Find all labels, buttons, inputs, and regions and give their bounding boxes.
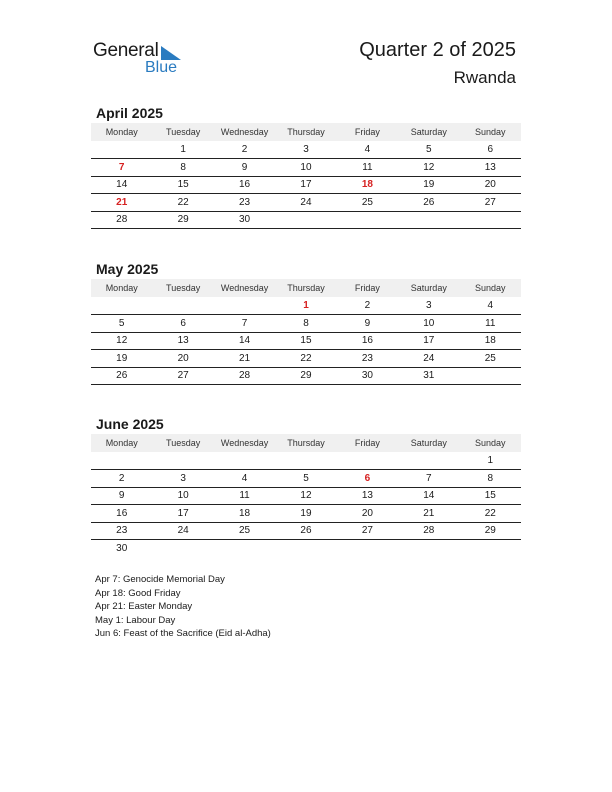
day-cell: 16 — [91, 505, 152, 523]
day-cell: 1 — [275, 297, 336, 315]
day-cell: 29 — [152, 211, 213, 229]
weekday-header: Thursday — [275, 434, 336, 452]
day-cell: 29 — [460, 522, 521, 540]
day-cell: 21 — [398, 505, 459, 523]
day-cell: 4 — [337, 141, 398, 159]
day-cell: 11 — [460, 315, 521, 333]
page-title: Quarter 2 of 2025 — [359, 39, 516, 61]
empty-day-cell — [275, 540, 336, 558]
day-cell: 5 — [91, 315, 152, 333]
weekday-header: Monday — [91, 123, 152, 141]
day-cell: 11 — [214, 487, 275, 505]
empty-day-cell — [337, 540, 398, 558]
weekday-header: Thursday — [275, 123, 336, 141]
day-cell: 13 — [460, 159, 521, 177]
month-title: April 2025 — [96, 105, 163, 121]
weekday-header: Monday — [91, 279, 152, 297]
holiday-note: Jun 6: Feast of the Sacrifice (Eid al-Adha) — [95, 628, 271, 640]
month-title: June 2025 — [96, 416, 164, 432]
holiday-notes — [95, 573, 271, 641]
day-cell: 7 — [91, 159, 152, 177]
weekday-header: Wednesday — [214, 434, 275, 452]
empty-day-cell — [398, 452, 459, 470]
day-cell: 9 — [214, 159, 275, 177]
day-cell: 12 — [398, 159, 459, 177]
week-row — [91, 315, 521, 333]
holiday-note: Apr 7: Genocide Memorial Day — [95, 574, 225, 585]
day-cell: 9 — [91, 487, 152, 505]
day-cell: 22 — [152, 194, 213, 212]
day-cell: 29 — [275, 367, 336, 385]
calendar-grid — [91, 434, 521, 557]
day-cell: 20 — [337, 505, 398, 523]
day-cell: 23 — [91, 522, 152, 540]
weekday-header: Sunday — [460, 123, 521, 141]
day-cell: 17 — [398, 332, 459, 350]
month-april — [91, 103, 521, 229]
calendar-grid — [91, 279, 521, 385]
week-row — [91, 367, 521, 385]
day-cell: 2 — [337, 297, 398, 315]
day-cell: 24 — [398, 350, 459, 368]
day-cell: 9 — [337, 315, 398, 333]
day-cell: 7 — [214, 315, 275, 333]
day-cell: 18 — [214, 505, 275, 523]
week-row — [91, 194, 521, 212]
day-cell: 20 — [152, 350, 213, 368]
empty-day-cell — [460, 211, 521, 229]
day-cell: 5 — [275, 470, 336, 488]
week-row — [91, 350, 521, 368]
empty-day-cell — [398, 211, 459, 229]
day-cell: 8 — [460, 470, 521, 488]
day-cell: 25 — [460, 350, 521, 368]
month-june — [91, 414, 521, 557]
day-cell: 15 — [152, 176, 213, 194]
empty-day-cell — [91, 452, 152, 470]
calendar-grid — [91, 123, 521, 229]
day-cell: 27 — [337, 522, 398, 540]
empty-day-cell — [152, 540, 213, 558]
day-cell: 19 — [91, 350, 152, 368]
logo-word-general: General — [93, 40, 159, 61]
weekday-header: Tuesday — [152, 123, 213, 141]
day-cell: 28 — [398, 522, 459, 540]
weekday-header: Saturday — [398, 434, 459, 452]
day-cell: 28 — [91, 211, 152, 229]
day-cell: 14 — [398, 487, 459, 505]
week-row — [91, 159, 521, 177]
weekday-header: Monday — [91, 434, 152, 452]
day-cell: 19 — [398, 176, 459, 194]
empty-day-cell — [91, 297, 152, 315]
day-cell: 1 — [152, 141, 213, 159]
day-cell: 12 — [275, 487, 336, 505]
day-cell: 23 — [337, 350, 398, 368]
weekday-header: Friday — [337, 279, 398, 297]
day-cell: 15 — [460, 487, 521, 505]
empty-day-cell — [214, 297, 275, 315]
day-cell: 8 — [152, 159, 213, 177]
empty-day-cell — [152, 452, 213, 470]
day-cell: 17 — [152, 505, 213, 523]
day-cell: 8 — [275, 315, 336, 333]
day-cell: 30 — [116, 543, 128, 554]
day-cell: 30 — [214, 211, 275, 229]
logo-triangle-icon — [161, 46, 181, 60]
week-row — [91, 470, 521, 488]
day-cell: 28 — [214, 367, 275, 385]
day-cell: 15 — [275, 332, 336, 350]
week-row — [91, 176, 521, 194]
empty-day-cell — [337, 452, 398, 470]
empty-day-cell — [275, 452, 336, 470]
empty-day-cell — [398, 540, 459, 558]
weekday-header: Wednesday — [214, 279, 275, 297]
day-cell: 18 — [460, 332, 521, 350]
day-cell: 13 — [152, 332, 213, 350]
day-cell: 4 — [214, 470, 275, 488]
week-row — [91, 141, 521, 159]
empty-day-cell — [275, 211, 336, 229]
day-cell: 13 — [337, 487, 398, 505]
day-cell: 3 — [275, 141, 336, 159]
day-cell: 7 — [398, 470, 459, 488]
weekday-header: Friday — [337, 123, 398, 141]
week-row — [91, 487, 521, 505]
day-cell: 26 — [275, 522, 336, 540]
day-cell: 14 — [91, 176, 152, 194]
holiday-note: Apr 18: Good Friday — [95, 587, 181, 599]
empty-day-cell — [460, 367, 521, 385]
day-cell: 22 — [275, 350, 336, 368]
day-cell: 16 — [337, 332, 398, 350]
day-cell: 20 — [460, 176, 521, 194]
week-row — [91, 297, 521, 315]
holiday-note: Apr 21: Easter Monday — [95, 601, 193, 613]
day-cell: 4 — [460, 297, 521, 315]
day-cell: 10 — [275, 159, 336, 177]
day-cell: 27 — [152, 367, 213, 385]
day-cell: 6 — [152, 315, 213, 333]
day-cell: 17 — [275, 176, 336, 194]
weekday-header: Saturday — [398, 279, 459, 297]
day-cell: 24 — [152, 522, 213, 540]
day-cell: 25 — [214, 522, 275, 540]
day-cell: 19 — [275, 505, 336, 523]
weekday-header: Saturday — [398, 123, 459, 141]
day-cell: 3 — [152, 470, 213, 488]
day-cell: 2 — [91, 470, 152, 488]
month-title: May 2025 — [96, 261, 159, 277]
empty-day-cell — [214, 452, 275, 470]
weekday-header: Sunday — [460, 279, 521, 297]
day-cell: 3 — [398, 297, 459, 315]
day-cell: 24 — [275, 194, 336, 212]
week-row — [91, 211, 521, 229]
country-name: Rwanda — [453, 68, 516, 87]
weekday-header: Wednesday — [214, 123, 275, 141]
week-row — [91, 540, 521, 558]
day-cell: 30 — [337, 367, 398, 385]
week-row — [91, 332, 521, 350]
empty-day-cell — [152, 297, 213, 315]
logo-word-blue: Blue — [145, 59, 178, 76]
empty-day-cell — [337, 211, 398, 229]
day-cell: 10 — [152, 487, 213, 505]
empty-day-cell — [91, 141, 152, 159]
empty-day-cell — [460, 540, 521, 558]
day-cell: 26 — [398, 194, 459, 212]
day-cell: 16 — [214, 176, 275, 194]
day-cell: 26 — [91, 367, 152, 385]
holiday-note: May 1: Labour Day — [95, 614, 176, 626]
day-cell: 2 — [214, 141, 275, 159]
brand-logo — [93, 40, 193, 80]
day-cell: 1 — [460, 452, 521, 470]
day-cell: 12 — [91, 332, 152, 350]
month-may — [91, 259, 521, 385]
day-cell: 10 — [398, 315, 459, 333]
day-cell: 27 — [460, 194, 521, 212]
week-row — [91, 522, 521, 540]
day-cell: 5 — [398, 141, 459, 159]
day-cell: 21 — [91, 194, 152, 212]
day-cell: 11 — [337, 159, 398, 177]
day-cell: 18 — [337, 176, 398, 194]
weekday-header: Tuesday — [152, 434, 213, 452]
day-cell: 21 — [214, 350, 275, 368]
week-row — [91, 505, 521, 523]
weekday-header: Tuesday — [152, 279, 213, 297]
empty-day-cell — [214, 540, 275, 558]
day-cell: 25 — [337, 194, 398, 212]
weekday-header: Sunday — [460, 434, 521, 452]
day-cell: 6 — [337, 470, 398, 488]
day-cell: 14 — [214, 332, 275, 350]
day-cell: 23 — [214, 194, 275, 212]
day-cell: 22 — [460, 505, 521, 523]
day-cell: 6 — [460, 141, 521, 159]
week-row — [91, 452, 521, 470]
weekday-header: Friday — [337, 434, 398, 452]
day-cell: 31 — [398, 367, 459, 385]
weekday-header: Thursday — [275, 279, 336, 297]
